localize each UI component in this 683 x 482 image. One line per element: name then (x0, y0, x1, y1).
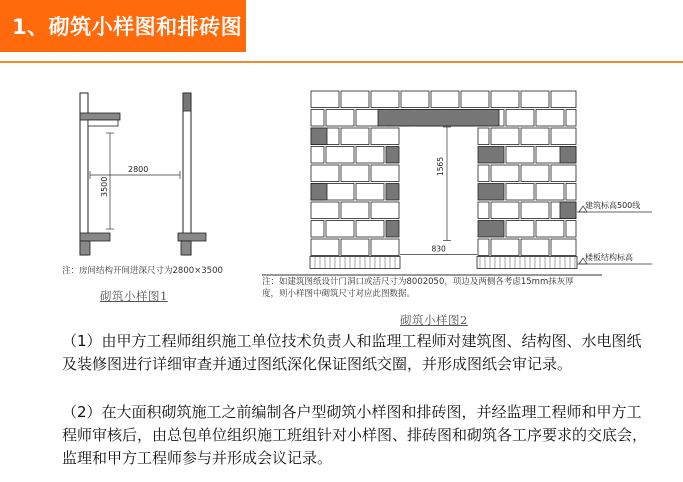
dimension-height-label: 3500 (100, 176, 109, 197)
brick (506, 184, 534, 201)
lintel-beam (378, 110, 499, 127)
brick (478, 165, 489, 182)
brick (536, 184, 564, 201)
floor-level-label: 楼板结构标高 (585, 253, 633, 262)
brick (386, 147, 399, 164)
figure-1-caption: 砌筑小样图1 (100, 289, 168, 303)
dimension-width-label: 830 (431, 244, 446, 254)
brick (386, 221, 399, 238)
brick (491, 239, 519, 256)
brick (461, 91, 489, 108)
brick (371, 165, 399, 182)
brick (326, 184, 354, 201)
brick (521, 91, 549, 108)
brick (341, 202, 369, 219)
brick (566, 184, 576, 201)
brick (401, 91, 429, 108)
figure-1-plan-drawing (60, 85, 220, 270)
brick (386, 184, 399, 201)
brick (491, 91, 519, 108)
figure-2-brick-elevation (262, 76, 662, 276)
block-dark (560, 147, 576, 164)
brick (311, 110, 324, 127)
brick (478, 184, 504, 201)
title-divider (0, 61, 683, 63)
block-dark (560, 202, 576, 219)
brick (551, 165, 576, 182)
brick (536, 110, 564, 127)
brick (311, 165, 339, 182)
brick (371, 91, 399, 108)
title-banner (0, 0, 246, 52)
brick (326, 221, 354, 238)
brick (431, 91, 459, 108)
brick (341, 165, 369, 182)
paragraph-1: （1）由甲方工程师组织施工单位技术负责人和监理工程师对建筑图、结构图、水电图纸及装修图进行详细审查并通过图纸深化保证图纸交圈，并形成图纸会审记录。 (62, 332, 642, 373)
brick (536, 221, 564, 238)
paragraph-2: （2）在大面积砌筑施工之前编制各户型砌筑小样图和排砖图，并经监理工程师和甲方工程师审核后，由总包单位组织施工班组针对小样图、排砖图和砌筑各工序要求的交底会，监理和甲方工程师参与并形成会议记录。 (62, 403, 648, 467)
figure-1-note: 注：房间结构开间进深尺寸为2800×3500 (62, 266, 223, 276)
brick (356, 184, 384, 201)
brick (506, 147, 534, 164)
figure-2-note-line-2: 度，则小样图中砌筑尺寸对应此图数据。 (262, 289, 416, 299)
block-dark (311, 128, 327, 145)
figure-2-caption: 砌筑小样图2 (400, 313, 468, 327)
brick (326, 147, 354, 164)
brick (521, 202, 549, 219)
building-level-label: 建筑标高500线 (585, 201, 641, 210)
brick (491, 165, 519, 182)
brick (491, 202, 519, 219)
brick (506, 110, 534, 127)
brick (356, 221, 384, 238)
brick (506, 221, 534, 238)
brick (551, 128, 576, 145)
base-course-right (477, 257, 577, 269)
dimension-width-label: 2800 (128, 165, 149, 174)
brick (566, 110, 576, 127)
brick (521, 165, 549, 182)
brick (341, 239, 369, 256)
brick (311, 202, 339, 219)
brick (311, 147, 324, 164)
brick (478, 202, 489, 219)
brick (341, 128, 369, 145)
brick (311, 221, 324, 238)
brick (371, 128, 399, 145)
brick (478, 147, 504, 164)
block-dark (311, 184, 327, 201)
brick (478, 128, 489, 145)
brick (356, 147, 384, 164)
brick (521, 128, 549, 145)
brick (551, 91, 576, 108)
brick (491, 128, 519, 145)
brick (311, 91, 339, 108)
brick (371, 202, 399, 219)
brick (478, 221, 504, 238)
brick (478, 239, 489, 256)
brick (326, 110, 354, 127)
brick (341, 91, 369, 108)
page-title: 1、砌筑小样图和排砖图 (12, 15, 243, 39)
brick (371, 239, 399, 256)
figure-2-note-line-1: 注：如建筑图纸设计门洞口或活尺寸为8002050，项边及两侧各考虑15mm抹灰厚 (262, 277, 574, 287)
brick (566, 221, 576, 238)
brick (311, 239, 339, 256)
dimension-height-label: 1565 (436, 156, 445, 176)
figure-2-note (262, 276, 662, 300)
brick (521, 239, 549, 256)
brick (551, 239, 576, 256)
